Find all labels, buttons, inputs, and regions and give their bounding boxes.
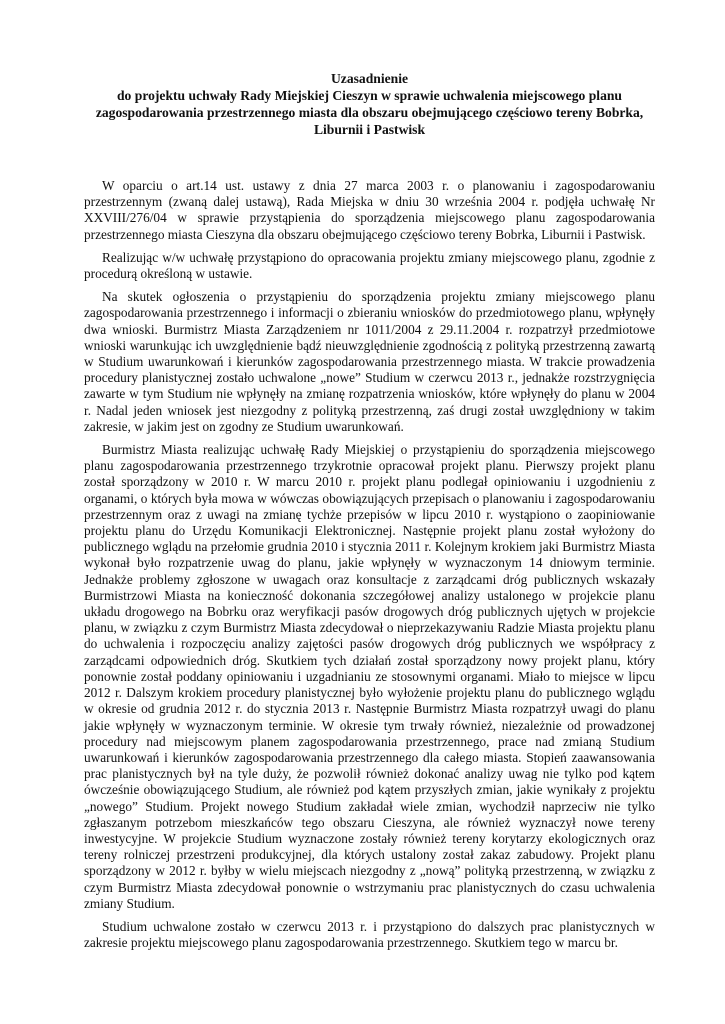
- paragraph-3: Na skutek ogłoszenia o przystąpieniu do sporządzenia projektu zmiany miejscowego planu zagospodarowania przestrzennego i informacji o zbieraniu wniosków do przedmiotowego planu, wpłynęły dwa wnioski. Burmistrz Miasta Zarządzeniem nr 1011/2004 z 29.11.2004 r. rozpatrzył przedmiotowe wnioski warunkując ich uwzględnienie bądź nieuwzględnienie zgodnością z polityką przestrzenną zawartą w Studium uwarunkowań i kierunków zagospodarowania przestrzennego miasta. W trakcie prowadzenia procedury planistycznej zostało uchwalone „nowe” Studium w czerwcu 2013 r., jednakże rozstrzygnięcia zawarte w tym Studium nie wpłynęły na zmianę rozpatrzenia wniosków, które wpłynęły do planu w 2004 r. Nadal jeden wniosek jest niezgodny z polityką przestrzenną, zaś drugi został uwzględniony w takim zakresie, w jakim jest on zgodny ze Studium uwarunkowań.: [84, 289, 655, 434]
- document-page: [84, 70, 655, 958]
- document-body: [84, 178, 655, 951]
- heading-title: Uzasadnienie: [330, 71, 409, 86]
- document-heading: [84, 70, 655, 138]
- heading-subtitle: do projektu uchwały Rady Miejskiej Cieszyn w sprawie uchwalenia miejscowego planu zagospodarowania przestrzennego miasta dla obszaru obejmującego częściowo tereny Bobrka, Liburnii i Pastwisk: [95, 88, 644, 137]
- paragraph-2: Realizując w/w uchwałę przystąpiono do opracowania projektu zmiany miejscowego planu, zgodnie z procedurą określoną w ustawie.: [84, 249, 655, 282]
- paragraph-4: Burmistrz Miasta realizując uchwałę Rady Miejskiej o przystąpieniu do sporządzenia miejscowego planu zagospodarowania przestrzennego trzykrotnie opracował projekt planu. Pierwszy projekt planu został sporządzony w 2010 r. W marcu 2010 r. projekt planu podlegał opiniowaniu i uzgodnieniu z organami, o których była mowa w wówczas obowiązujących przepisach o planowaniu i zagospodarowaniu przestrzennym oraz z uwagi na zmianę tychże przepisów w lipcu 2010 r. wystąpiono o zaopiniowanie projektu planu do Urzędu Komunikacji Elektronicznej. Następnie projekt planu został wyłożony do publicznego wglądu na przełomie grudnia 2010 i stycznia 2011 r. Kolejnym krokiem jaki Burmistrz Miasta wykonał było rozpatrzenie uwag do planu, jakie wpłynęły w wyznaczonym 14 dniowym terminie. Jednakże problemy zgłoszone w uwagach oraz konsultacje z zarządcami dróg publicznych wskazały Burmistrzowi Miasta na konieczność dokonania szczegółowej analizy ustalonego w projekcie planu układu drogowego na Bobrku oraz weryfikacji pasów drogowych dróg publicznych ujętych w projekcie planu, w związku z czym Burmistrz Miasta zdecydował o nieprzekazywaniu Radzie Miasta projektu planu do uchwalenia i rozpoczęciu analizy zajętości pasów drogowych dróg publicznych we współpracy z zarządcami odpowiednich dróg. Skutkiem tych działań został sporządzony nowy projekt planu, który ponownie został poddany opiniowaniu i uzgadnianiu ze stosownymi organami. Miało to miejsce w lipcu 2012 r. Dalszym krokiem procedury planistycznej było wyłożenie projektu planu do publicznego wglądu w okresie od grudnia 2012 r. do stycznia 2013 r. Następnie Burmistrz Miasta rozpatrzył uwagi do planu jakie wpłynęły w wyznaczonym terminie. W okresie tym trwały również, niezależnie od prowadzonej procedury nad miejscowym planem zagospodarowania przestrzennego, prace nad zmianą Studium uwarunkowań i kierunków zagospodarowania przestrzennego dla całego miasta. Stopień zaawansowania prac planistycznych był na tyle duży, że pozwolił również dokonać analizy uwag nie tylko pod kątem ówcześnie obowiązującego Studium, ale również pod kątem przyszłych zmian, jakie wynikały z projektu „nowego” Studium. Projekt nowego Studium zakładał wiele zmian, wychodził naprzeciw nie tylko zgłaszanym potrzebom mieszkańców tego obszaru Cieszyna, ale również wyznaczył nowe tereny inwestycyjne. W projekcie Studium wyznaczone zostały również tereny korytarzy ekologicznych oraz tereny rolniczej przestrzeni produkcyjnej, dla których ustalony został zakaz zabudowy. Projekt planu sporządzony w 2012 r. byłby w wielu miejscach niezgodny z „nową” polityką przestrzenną, w związku z czym Burmistrz Miasta zdecydował ponownie o wstrzymaniu prac planistycznych do czasu uchwalenia zmiany Studium.: [84, 442, 655, 911]
- paragraph-1: W oparciu o art.14 ust. ustawy z dnia 27 marca 2003 r. o planowaniu i zagospodarowaniu przestrzennym (zwaną dalej ustawą), Rada Miejska w dniu 30 września 2004 r. podjęła uchwałę Nr XXVIII/276/04 w sprawie przystąpienia do sporządzenia miejscowego planu zagospodarowania przestrzennego miasta Cieszyna dla obszaru obejmującego częściowo tereny Bobrka, Liburnii i Pastwisk.: [84, 178, 655, 242]
- paragraph-5: Studium uchwalone zostało w czerwcu 2013 r. i przystąpiono do dalszych prac planistycznych w zakresie projektu miejscowego planu zagospodarowania przestrzennego. Skutkiem tego w marcu br.: [84, 918, 655, 951]
